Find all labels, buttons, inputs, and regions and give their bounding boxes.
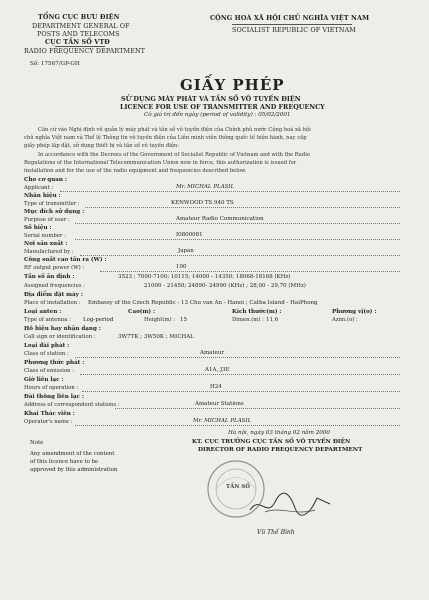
- serial-label: Serial number :: [24, 233, 66, 239]
- header-country-en: SOCIALIST REPUBLIC OF VIETNAM: [232, 26, 356, 34]
- manufacturer-label-vi: Nơi sản xuất :: [24, 241, 68, 247]
- callsign-value: 3W7TK ; 3W50K ; MICHAL: [118, 334, 194, 340]
- height-value: 15: [180, 317, 187, 323]
- manufacturer-line: [80, 255, 400, 256]
- emission-label: Class of emission :: [24, 368, 74, 374]
- azimuth-label: Azim.(o) :: [332, 317, 358, 323]
- type-value: KENWOOD TS 940 TS: [171, 200, 234, 206]
- note-line-1: Any amendment of the content: [30, 451, 115, 457]
- station-class-value: Amateur: [200, 350, 225, 356]
- operator-value: Mr. MICHAL PLASIL: [193, 418, 252, 424]
- header-agency-en-1: DEPARTMENT GENERAL OF: [32, 22, 130, 30]
- place-value: Embassy of the Czech Republic - 13 Chu van An - Hanoi ; Catba Island - HaiPhong: [88, 300, 318, 306]
- hours-label-vi: Giờ liên lạc :: [24, 377, 64, 383]
- serial-label-vi: Số hiệu :: [24, 225, 52, 231]
- emission-value: A1A, J3E: [205, 367, 230, 373]
- hours-line: [82, 391, 400, 392]
- place-label-vi: Địa điểm đặt máy :: [24, 292, 83, 298]
- frequency-label-vi: Tần số ấn định :: [24, 274, 75, 280]
- intro-vi-1: Căn cứ vào Nghị định về quản lý máy phát và tần số vô tuyến điện của Chính phủ nước Cộng hoà xã hội: [38, 127, 311, 133]
- correspondent-line: [115, 408, 400, 409]
- header-country-underline: [232, 24, 352, 25]
- manufacturer-label: Manufactured by :: [24, 249, 74, 255]
- azimuth-label-vi: Phương vị(o) :: [332, 309, 377, 315]
- serial-line: [75, 239, 400, 240]
- dimension-label-vi: Kích thước(m) :: [232, 309, 282, 315]
- issue-date: Hà nội, ngày 03 tháng 02 năm 2000: [228, 430, 330, 436]
- intro-vi-3: giấy phép lắp đặt, sử dụng thiết bị và tần số vô tuyến điện:: [24, 143, 180, 149]
- purpose-value: Amateur Radio Communication: [176, 216, 264, 222]
- note-title: Note: [30, 440, 44, 446]
- purpose-label-vi: Mục đích sử dụng :: [24, 209, 85, 215]
- antenna-label: Type of antenna :: [24, 317, 71, 323]
- signature: [245, 490, 335, 520]
- hours-value: H24: [210, 384, 222, 390]
- dimension-label: Dimen.(m) :: [232, 317, 264, 323]
- place-label: Place of installation :: [24, 300, 81, 306]
- intro-vi-2: chủ nghĩa Việt nam và Thể lệ Thông tin vô tuyến điện của Liên minh viễn thông quốc tế hiện hành, nay cấp: [24, 135, 307, 141]
- purpose-line: [75, 223, 400, 224]
- applicant-label-vi: Cho cơ quan :: [24, 177, 67, 183]
- licence-title: GIẤY PHÉP: [180, 76, 285, 94]
- frequency-value-2: 21000 - 21450; 24890- 24990 (KHz) ; 28,00 - 29,70 (MHz): [144, 283, 306, 289]
- signer-title-vi: KT. CỤC TRƯỞNG CỤC TẦN SỐ VÔ TUYẾN ĐIỆN: [192, 439, 351, 445]
- emission-line: [80, 374, 400, 375]
- signer-title-en: DIRECTOR OF RADIO FREQUENCY DEPARTMENT: [198, 447, 363, 453]
- type-line: [85, 207, 400, 208]
- station-class-label-vi: Loại đài phát :: [24, 343, 70, 349]
- signer-name: Vũ Thế Bình: [257, 529, 295, 536]
- header-underline: [55, 46, 105, 47]
- hours-label: Hours of operation :: [24, 385, 79, 391]
- correspondent-value: Amateur Stations: [195, 401, 244, 407]
- type-label: Type of transmitter :: [24, 201, 80, 207]
- applicant-value: Mr. MICHAL PLASIL: [176, 184, 235, 190]
- callsign-label: Call sign or identification :: [24, 334, 96, 340]
- station-class-label: Class of station :: [24, 351, 69, 357]
- header-agency: TỔNG CỤC BƯU ĐIỆN: [38, 13, 120, 21]
- validity: Có giá trị đến ngày (period of validity) : 05/02/2001: [144, 112, 291, 118]
- header-dept: CỤC TẦN SỐ VTĐ: [45, 38, 110, 46]
- dimension-value: 11,6: [266, 317, 279, 323]
- correspondent-label: Address of correspondent stations :: [24, 402, 120, 408]
- station-class-line: [75, 357, 400, 358]
- correspondent-label-vi: Đài thông liên lạc :: [24, 394, 84, 400]
- emission-label-vi: Phương thức phát :: [24, 360, 85, 366]
- frequency-label: Assigned frequencies :: [24, 283, 85, 289]
- header-dept-en: RADIO FREQUENCY DEPARTMENT: [24, 47, 146, 55]
- licence-subtitle-vi: SỬ DỤNG MÁY PHÁT VÀ TẦN SỐ VÔ TUYẾN ĐIỆN: [121, 95, 301, 103]
- antenna-value: Log-period: [83, 317, 114, 323]
- intro-en-1: In accordance with the Decrees of the Government of Socialist Republic of Vietnam and with the Radio: [38, 152, 310, 158]
- serial-value: I0800081: [176, 232, 203, 238]
- note-line-2: of this licence have to be: [30, 459, 99, 465]
- manufacturer-value: Japan: [178, 248, 194, 254]
- height-label-vi: Cao(m) :: [128, 309, 156, 315]
- callsign-label-vi: Hô hiệu hay nhận dạng :: [24, 326, 101, 332]
- header-country: CỘNG HOÀ XÃ HỘI CHỦ NGHĨA VIỆT NAM: [210, 14, 370, 22]
- frequency-value-1: 3523 ; 7000-7100; 10115; 14000 - 14350; 18068-18168 (KHz): [118, 274, 291, 280]
- document-number: Số: 17567/GP-GH: [30, 61, 80, 67]
- purpose-label: Purpose of user :: [24, 217, 70, 223]
- intro-en-3: installation and for the use of the radio equipment and frequencies described below.: [24, 168, 247, 174]
- rf-power-label-vi: Công suất cao tần ra (W) :: [24, 257, 107, 263]
- type-label-vi: Nhãn hiệu :: [24, 193, 61, 199]
- rf-power-line: [100, 271, 400, 272]
- operator-line: [75, 425, 400, 426]
- rf-power-value: 100: [176, 264, 187, 270]
- note-line-3: approved by this administration: [30, 467, 118, 473]
- applicant-line: [60, 191, 400, 192]
- licence-subtitle-en: LICENCE FOR USE OF TRANSMITTER AND FREQUENCY: [120, 103, 325, 111]
- header-agency-en-2: POSTS AND TELECOMS: [37, 30, 120, 38]
- stamp-text: TẦN SỐ: [226, 484, 251, 490]
- applicant-label: Applicant :: [24, 185, 54, 191]
- rf-power-label: RF output power (W) :: [24, 265, 85, 271]
- antenna-label-vi: Loại anten :: [24, 309, 62, 315]
- operator-label-vi: Khai Thác viên :: [24, 411, 75, 417]
- operator-label: Operator's name :: [24, 419, 73, 425]
- height-label: Height(m) :: [144, 317, 176, 323]
- intro-en-2: Regulations of the International Telecommunication Union now in force, this authorization is issued for: [24, 160, 297, 166]
